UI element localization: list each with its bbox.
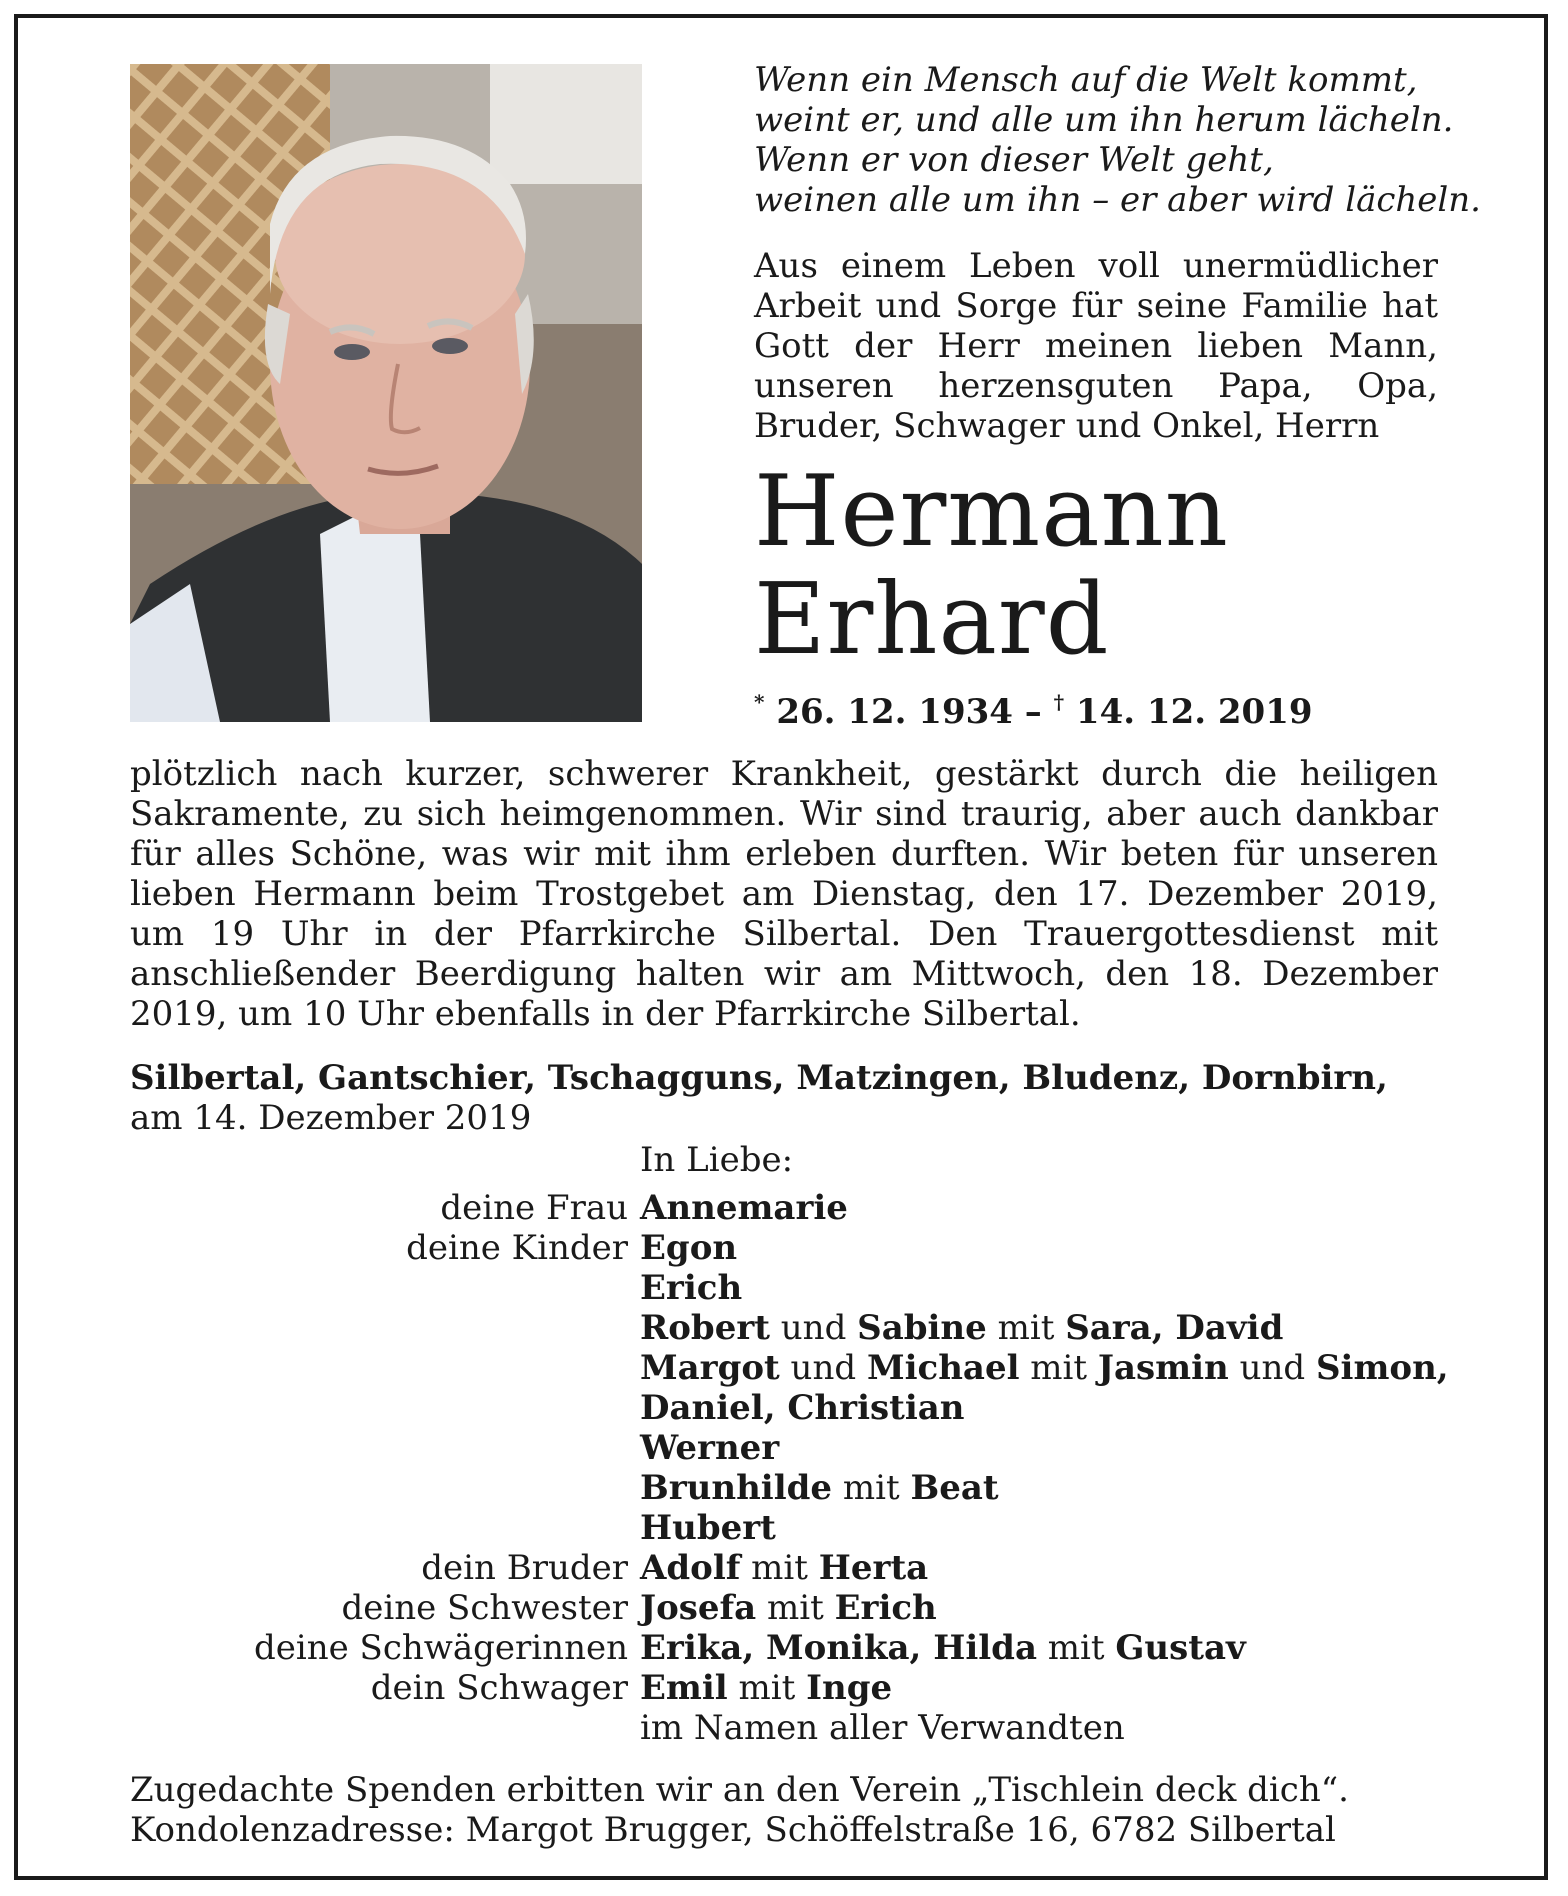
connector: mit	[986, 1308, 1066, 1348]
connector: und	[779, 1348, 867, 1388]
family-name: Simon,	[1315, 1348, 1449, 1388]
family-name: Robert	[640, 1308, 770, 1348]
family-row	[130, 1628, 1450, 1668]
family-name: Adolf	[640, 1548, 741, 1588]
family-name: Herta	[818, 1548, 929, 1588]
donations-note: Zugedachte Spenden erbitten wir an den Verein „Tischlein deck dich“.	[130, 1770, 1349, 1810]
connector: mit	[1019, 1348, 1098, 1388]
family-name: Brunhilde	[640, 1468, 833, 1508]
relation-label: deine Frau	[440, 1188, 628, 1228]
family-row	[130, 1468, 1450, 1508]
connector: mit	[1036, 1628, 1116, 1668]
family-row	[130, 1308, 1450, 1348]
family-list	[130, 1188, 1450, 1748]
relation-label: dein Bruder	[421, 1548, 628, 1588]
relation-label: deine Schwägerinnen	[253, 1628, 628, 1668]
family-row	[130, 1388, 1450, 1428]
family-row	[130, 1428, 1450, 1468]
family-name: Josefa	[640, 1588, 757, 1628]
deceased-name	[754, 455, 1229, 677]
poem-line: weinen alle um ihn – er aber wird lächeln.	[754, 180, 1481, 220]
family-row	[130, 1268, 1450, 1308]
family-row	[130, 1508, 1450, 1548]
poem	[754, 60, 1481, 220]
family-name: Annemarie	[640, 1188, 848, 1228]
poem-line: Wenn ein Mensch auf die Welt kommt,	[754, 60, 1418, 100]
family-name: Michael	[866, 1348, 1020, 1388]
death-mark: †	[1053, 690, 1065, 714]
family-row	[130, 1668, 1450, 1708]
family-row	[130, 1348, 1450, 1388]
family-name: Egon	[640, 1228, 738, 1268]
relation-label: deine Kinder	[406, 1228, 628, 1268]
connector: und	[769, 1308, 858, 1348]
in-liebe: In Liebe:	[640, 1140, 794, 1180]
family-row	[130, 1188, 1450, 1228]
family-name: Gustav	[1115, 1628, 1246, 1668]
family-name: Erika, Monika, Hilda	[640, 1628, 1037, 1668]
intro-text: Aus einem Leben voll unermüdlicher Arbeit und Sorge für seine Familie hat Gott der Herr meinen lieben Mann, unseren herzensguten Papa, Opa, Bruder, Schwager und Onkel, Herrn	[754, 246, 1438, 446]
connector: mit	[832, 1468, 911, 1508]
poem-line: weint er, und alle um ihn herum lächeln.	[754, 100, 1454, 140]
relation-label: dein Schwager	[370, 1668, 628, 1708]
family-name: Daniel, Christian	[640, 1388, 965, 1428]
family-name: Margot	[640, 1348, 780, 1388]
connector: mit	[740, 1548, 819, 1588]
footer	[130, 1770, 1450, 1850]
portrait-photo	[130, 64, 642, 722]
family-row	[130, 1548, 1450, 1588]
death-date: 14. 12. 2019	[1075, 692, 1313, 732]
family-name: Emil	[640, 1668, 728, 1708]
family-name: Erich	[834, 1588, 937, 1628]
family-name: Sabine	[857, 1308, 987, 1348]
places-block	[130, 1058, 1450, 1138]
poem-line: Wenn er von dieser Welt geht,	[754, 140, 1274, 180]
family-row	[130, 1708, 1450, 1748]
family-name: Sara, David	[1065, 1308, 1284, 1348]
announcement-text: plötzlich nach kurzer, schwerer Krankheit, gestärkt durch die heiligen Sakramente, zu sich heimgenommen. Wir sind traurig, aber auch dankbar für alles Schöne, was wir mit ihm erleben durften. Wir beten für unseren lieben Hermann beim Trostgebet am Dienstag, den 17. Dezember 2019, um 19 Uhr in der Pfarrkirche Silbertal. Den Trauergottesdienst mit anschließender Beerdigung halten wir am Mittwoch, den 18. Dezember 2019, um 10 Uhr ebenfalls in der Pfarrkirche Silbertal.	[130, 754, 1438, 1034]
connector: mit	[727, 1668, 807, 1708]
connector: und	[1228, 1348, 1316, 1388]
last-name: Erhard	[754, 563, 1110, 677]
connector: mit	[756, 1588, 835, 1628]
place-date: am 14. Dezember 2019	[130, 1098, 532, 1138]
family-row	[130, 1228, 1450, 1268]
condolence-address: Kondolenzadresse: Margot Brugger, Schöffelstraße 16, 6782 Silbertal	[130, 1810, 1336, 1850]
portrait-illustration	[130, 64, 642, 722]
family-name: Hubert	[640, 1508, 776, 1548]
family-name: Jasmin	[1097, 1348, 1229, 1388]
places: Silbertal, Gantschier, Tschagguns, Matzingen, Bludenz, Dornbirn,	[130, 1058, 1388, 1098]
relation-label: deine Schwester	[341, 1588, 628, 1628]
birth-mark: *	[754, 690, 765, 714]
date-separator: –	[1024, 692, 1042, 732]
relatives-note: im Namen aller Verwandten	[640, 1708, 1125, 1748]
family-name: Inge	[806, 1668, 893, 1708]
life-dates	[754, 690, 1313, 732]
birth-date: 26. 12. 1934	[776, 692, 1013, 732]
family-row	[130, 1588, 1450, 1628]
family-name: Werner	[640, 1428, 780, 1468]
family-name: Erich	[640, 1268, 743, 1308]
first-name: Hermann	[754, 455, 1229, 569]
family-name: Beat	[910, 1468, 999, 1508]
